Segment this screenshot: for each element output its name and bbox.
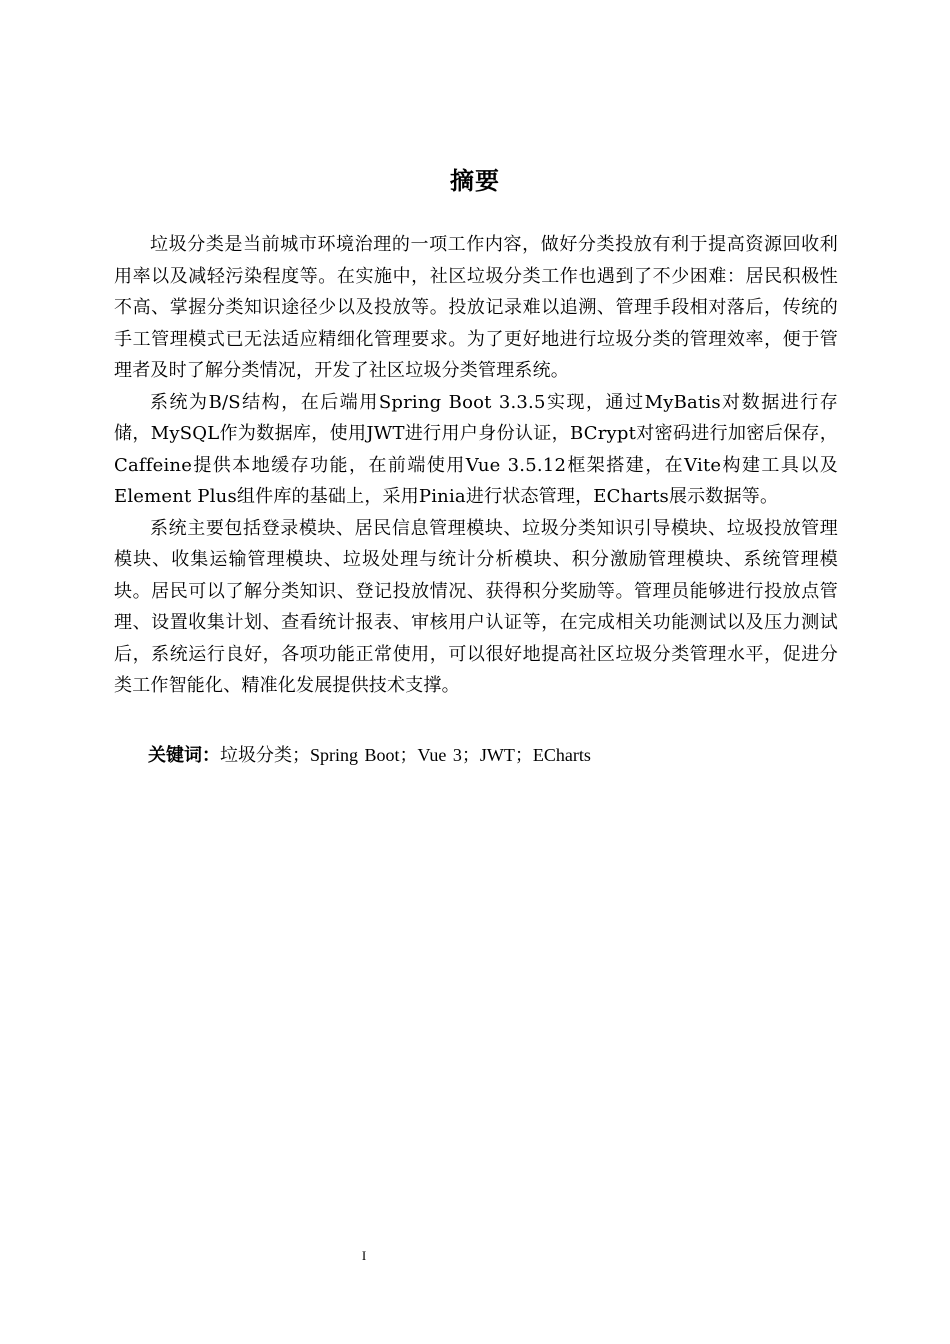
abstract-paragraph-3: 系统主要包括登录模块、居民信息管理模块、垃圾分类知识引导模块、垃圾投放管理模块、收集运输管理模块、垃圾处理与统计分析模块、积分激励管理模块、系统管理模块。居民可以了解分类知识、登记投放情况、获得积分奖励等。管理员能够进行投放点管理、设置收集计划、查看统计报表、审核用户认证等，在完成相关功能测试以及压力测试后，系统运行良好，各项功能正常使用，可以很好地提高社区垃圾分类管理水平，促进分类工作智能化、精准化发展提供技术支撑。 <box>114 517 838 696</box>
abstract-paragraph-2: 系统为B/S结构，在后端用Spring Boot 3.3.5实现，通过MyBatis对数据进行存储，MySQL作为数据库，使用JWT进行用户身份认证，BCrypt对密码进行加密后保存，Caffeine提供本地缓存功能，在前端使用Vue 3.5.12框架搭建，在Vite构建工具以及Element Plus组件库的基础上，采用Pinia进行状态管理，ECharts展示数据等。 <box>114 391 838 507</box>
abstract-paragraph-1: 垃圾分类是当前城市环境治理的一项工作内容，做好分类投放有利于提高资源回收利用率以及减轻污染程度等。在实施中，社区垃圾分类工作也遇到了不少困难：居民积极性不高、掌握分类知识途径少以及投放等。投放记录难以追溯、管理手段相对落后，传统的手工管理模式已无法适应精细化管理要求。为了更好地进行垃圾分类的管理效率，便于管理者及时了解分类情况，开发了社区垃圾分类管理系统。 <box>114 234 838 381</box>
abstract-body <box>114 229 838 702</box>
page-number: I <box>361 1248 367 1263</box>
keywords-label: 关键词： <box>148 745 220 766</box>
abstract-title: 摘要 <box>450 167 500 195</box>
keywords-line <box>148 740 848 771</box>
keywords-value: 垃圾分类；Spring Boot；Vue 3；JWT；ECharts <box>220 745 591 765</box>
